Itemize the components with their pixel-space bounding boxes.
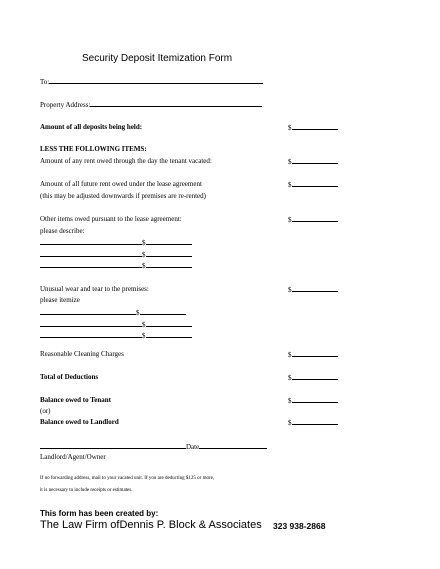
note-line-1: If no forwarding address, mail to your vacated unit. If you are deducting $125 or more, xyxy=(40,476,215,481)
future-rent-field[interactable]: $ xyxy=(288,180,338,189)
itemize-row-2[interactable]: $ xyxy=(40,320,192,329)
property-field[interactable] xyxy=(90,100,262,107)
other-items-label: Other items owed pursuant to the lease agreement: xyxy=(40,215,182,223)
signer-label: Landlord/Agent/Owner xyxy=(40,453,106,461)
note-line-2: it is necessary to include receipts or estimates. xyxy=(40,488,133,493)
unusual-wear-field[interactable]: $ xyxy=(288,285,338,294)
future-rent-label: Amount of all future rent owed under the lease agreement xyxy=(40,180,202,188)
describe-row-2[interactable]: $ xyxy=(40,250,192,259)
balance-tenant-field[interactable]: $ xyxy=(288,396,338,405)
balance-tenant-label: Balance owed to Tenant xyxy=(40,396,111,404)
itemize-row-1[interactable]: $ xyxy=(40,308,186,317)
describe-row-3[interactable]: $ xyxy=(40,261,192,270)
cleaning-label: Reasonable Cleaning Charges xyxy=(40,350,124,358)
property-row xyxy=(40,100,262,109)
to-field[interactable] xyxy=(49,77,263,84)
total-deductions-label: Total of Deductions xyxy=(40,373,99,381)
to-label: To: xyxy=(40,78,50,86)
signature-field[interactable] xyxy=(40,442,186,449)
please-itemize-label: please itemize xyxy=(40,296,80,304)
less-heading: LESS THE FOLLOWING ITEMS: xyxy=(40,145,147,153)
itemize-row-3[interactable]: $ xyxy=(40,331,192,340)
future-rent-note: (this may be adjusted downwards if premises are re-rented) xyxy=(40,192,206,200)
created-by-label: This form has been created by: xyxy=(40,509,159,518)
amount-deposits-field[interactable]: $ xyxy=(288,123,338,132)
please-describe-label: please describe: xyxy=(40,227,85,235)
rent-owed-label: Amount of any rent owed through the day the tenant vacated: xyxy=(40,157,212,165)
amount-deposits-label: Amount of all deposits being held: xyxy=(40,123,143,131)
other-items-field[interactable]: $ xyxy=(288,215,338,224)
property-label: Property Address: xyxy=(40,101,91,109)
balance-landlord-label: Balance owed to Landlord xyxy=(40,418,119,426)
cleaning-field[interactable]: $ xyxy=(288,350,338,359)
to-row xyxy=(40,77,263,86)
rent-owed-field[interactable]: $ xyxy=(288,157,338,166)
date-label: Date xyxy=(186,443,200,451)
signature-row xyxy=(40,442,267,451)
firm-phone: 323 938-2868 xyxy=(273,521,326,531)
or-text: (or) xyxy=(40,407,51,415)
unusual-wear-label: Unusual wear and tear to the premises: xyxy=(40,285,149,293)
total-deductions-field[interactable]: $ xyxy=(288,373,338,382)
describe-row-1[interactable]: $ xyxy=(40,238,192,247)
form-title: Security Deposit Itemization Form xyxy=(82,53,233,64)
balance-landlord-field[interactable]: $ xyxy=(288,418,338,427)
date-field[interactable] xyxy=(199,442,267,449)
firm-name: The Law Firm ofDennis P. Block & Associates xyxy=(40,519,262,531)
